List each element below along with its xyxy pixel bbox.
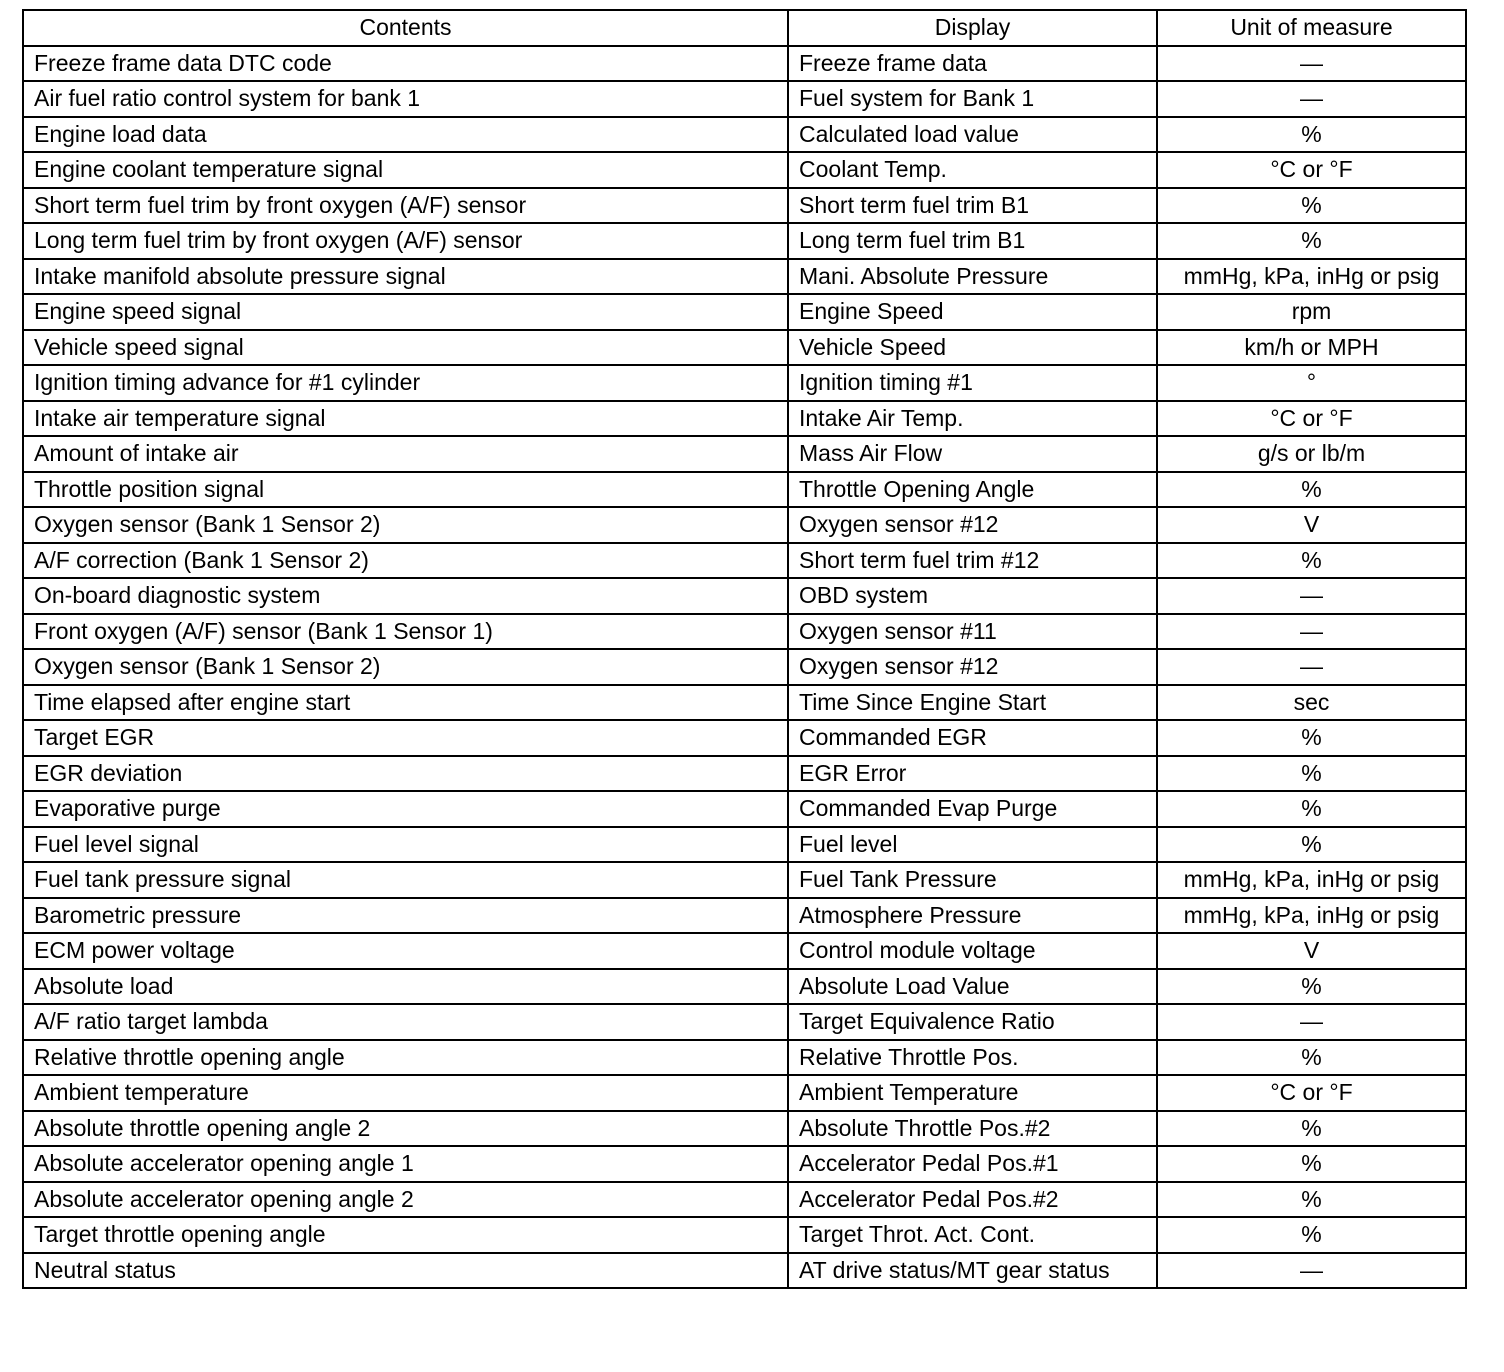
cell-unit: %: [1157, 472, 1466, 508]
cell-contents: Neutral status: [23, 1253, 788, 1289]
table-row: [23, 294, 1466, 330]
cell-contents: Air fuel ratio control system for bank 1: [23, 81, 788, 117]
cell-unit: V: [1157, 933, 1466, 969]
table-row: [23, 436, 1466, 472]
cell-unit: %: [1157, 720, 1466, 756]
cell-unit: g/s or lb/m: [1157, 436, 1466, 472]
table-row: [23, 1075, 1466, 1111]
table-row: [23, 472, 1466, 508]
cell-display: Oxygen sensor #11: [788, 614, 1157, 650]
table-row: [23, 543, 1466, 579]
cell-display: Time Since Engine Start: [788, 685, 1157, 721]
cell-display: Ambient Temperature: [788, 1075, 1157, 1111]
cell-display: Ignition timing #1: [788, 365, 1157, 401]
cell-display: Engine Speed: [788, 294, 1157, 330]
cell-contents: Engine load data: [23, 117, 788, 153]
table-row: [23, 614, 1466, 650]
cell-display: Accelerator Pedal Pos.#2: [788, 1182, 1157, 1218]
cell-display: Atmosphere Pressure: [788, 898, 1157, 934]
cell-unit: mmHg, kPa, inHg or psig: [1157, 898, 1466, 934]
table-row: [23, 685, 1466, 721]
cell-unit: sec: [1157, 685, 1466, 721]
table-row: [23, 827, 1466, 863]
cell-display: Commanded Evap Purge: [788, 791, 1157, 827]
cell-contents: Absolute throttle opening angle 2: [23, 1111, 788, 1147]
table-row: [23, 330, 1466, 366]
cell-unit: —: [1157, 1004, 1466, 1040]
cell-display: Accelerator Pedal Pos.#1: [788, 1146, 1157, 1182]
cell-contents: Absolute accelerator opening angle 2: [23, 1182, 788, 1218]
cell-contents: Relative throttle opening angle: [23, 1040, 788, 1076]
table-row: [23, 1253, 1466, 1289]
cell-display: AT drive status/MT gear status: [788, 1253, 1157, 1289]
cell-unit: —: [1157, 614, 1466, 650]
cell-contents: Short term fuel trim by front oxygen (A/F) sensor: [23, 188, 788, 224]
cell-unit: V: [1157, 507, 1466, 543]
cell-contents: ECM power voltage: [23, 933, 788, 969]
cell-contents: Vehicle speed signal: [23, 330, 788, 366]
cell-display: Oxygen sensor #12: [788, 649, 1157, 685]
cell-unit: %: [1157, 1217, 1466, 1253]
cell-display: Coolant Temp.: [788, 152, 1157, 188]
table-row: [23, 1182, 1466, 1218]
cell-contents: Engine coolant temperature signal: [23, 152, 788, 188]
cell-contents: Freeze frame data DTC code: [23, 46, 788, 82]
cell-display: EGR Error: [788, 756, 1157, 792]
cell-display: Relative Throttle Pos.: [788, 1040, 1157, 1076]
cell-display: Target Throt. Act. Cont.: [788, 1217, 1157, 1253]
cell-unit: —: [1157, 649, 1466, 685]
table-row: [23, 1146, 1466, 1182]
cell-contents: Absolute load: [23, 969, 788, 1005]
table-row: [23, 1040, 1466, 1076]
cell-contents: A/F ratio target lambda: [23, 1004, 788, 1040]
table-body: [23, 46, 1466, 1289]
cell-unit: %: [1157, 1182, 1466, 1218]
cell-contents: Ignition timing advance for #1 cylinder: [23, 365, 788, 401]
cell-contents: Amount of intake air: [23, 436, 788, 472]
cell-unit: km/h or MPH: [1157, 330, 1466, 366]
cell-display: Mass Air Flow: [788, 436, 1157, 472]
cell-contents: Target throttle opening angle: [23, 1217, 788, 1253]
cell-display: Mani. Absolute Pressure: [788, 259, 1157, 295]
table-row: [23, 401, 1466, 437]
cell-unit: —: [1157, 578, 1466, 614]
cell-contents: Fuel level signal: [23, 827, 788, 863]
cell-unit: %: [1157, 543, 1466, 579]
cell-unit: %: [1157, 223, 1466, 259]
table-row: [23, 223, 1466, 259]
cell-unit: %: [1157, 827, 1466, 863]
cell-contents: Front oxygen (A/F) sensor (Bank 1 Sensor 1): [23, 614, 788, 650]
table-row: [23, 152, 1466, 188]
cell-unit: —: [1157, 1253, 1466, 1289]
cell-unit: rpm: [1157, 294, 1466, 330]
cell-display: Short term fuel trim #12: [788, 543, 1157, 579]
cell-display: Control module voltage: [788, 933, 1157, 969]
cell-contents: Barometric pressure: [23, 898, 788, 934]
cell-display: Commanded EGR: [788, 720, 1157, 756]
cell-unit: %: [1157, 756, 1466, 792]
table-row: [23, 898, 1466, 934]
cell-unit: %: [1157, 969, 1466, 1005]
table-row: [23, 862, 1466, 898]
cell-display: Vehicle Speed: [788, 330, 1157, 366]
cell-unit: —: [1157, 46, 1466, 82]
table-row: [23, 46, 1466, 82]
cell-contents: Ambient temperature: [23, 1075, 788, 1111]
table-row: [23, 81, 1466, 117]
cell-unit: %: [1157, 117, 1466, 153]
cell-unit: mmHg, kPa, inHg or psig: [1157, 259, 1466, 295]
cell-contents: Time elapsed after engine start: [23, 685, 788, 721]
table-row: [23, 649, 1466, 685]
cell-display: Oxygen sensor #12: [788, 507, 1157, 543]
cell-contents: Target EGR: [23, 720, 788, 756]
cell-unit: %: [1157, 1146, 1466, 1182]
cell-contents: Intake air temperature signal: [23, 401, 788, 437]
cell-unit: °: [1157, 365, 1466, 401]
cell-display: Fuel Tank Pressure: [788, 862, 1157, 898]
cell-display: Throttle Opening Angle: [788, 472, 1157, 508]
cell-unit: °C or °F: [1157, 401, 1466, 437]
header-contents: Contents: [23, 10, 788, 46]
cell-unit: °C or °F: [1157, 152, 1466, 188]
table-row: [23, 188, 1466, 224]
cell-display: Target Equivalence Ratio: [788, 1004, 1157, 1040]
table-row: [23, 933, 1466, 969]
table-row: [23, 117, 1466, 153]
table-row: [23, 578, 1466, 614]
cell-contents: A/F correction (Bank 1 Sensor 2): [23, 543, 788, 579]
cell-display: Long term fuel trim B1: [788, 223, 1157, 259]
cell-display: Absolute Throttle Pos.#2: [788, 1111, 1157, 1147]
cell-contents: Fuel tank pressure signal: [23, 862, 788, 898]
cell-contents: Oxygen sensor (Bank 1 Sensor 2): [23, 649, 788, 685]
table-row: [23, 756, 1466, 792]
cell-unit: %: [1157, 1111, 1466, 1147]
table-row: [23, 507, 1466, 543]
header-unit: Unit of measure: [1157, 10, 1466, 46]
table-row: [23, 791, 1466, 827]
cell-contents: Oxygen sensor (Bank 1 Sensor 2): [23, 507, 788, 543]
cell-contents: EGR deviation: [23, 756, 788, 792]
table-row: [23, 365, 1466, 401]
cell-display: Short term fuel trim B1: [788, 188, 1157, 224]
cell-contents: Intake manifold absolute pressure signal: [23, 259, 788, 295]
cell-unit: %: [1157, 791, 1466, 827]
cell-contents: Evaporative purge: [23, 791, 788, 827]
cell-unit: %: [1157, 188, 1466, 224]
cell-unit: %: [1157, 1040, 1466, 1076]
cell-display: Fuel level: [788, 827, 1157, 863]
header-display: Display: [788, 10, 1157, 46]
table-row: [23, 1111, 1466, 1147]
data-table: [22, 9, 1467, 1289]
cell-unit: °C or °F: [1157, 1075, 1466, 1111]
cell-unit: —: [1157, 81, 1466, 117]
cell-contents: Engine speed signal: [23, 294, 788, 330]
table-row: [23, 1217, 1466, 1253]
cell-display: Intake Air Temp.: [788, 401, 1157, 437]
cell-display: Freeze frame data: [788, 46, 1157, 82]
table-row: [23, 969, 1466, 1005]
table-row: [23, 259, 1466, 295]
cell-contents: On-board diagnostic system: [23, 578, 788, 614]
cell-contents: Absolute accelerator opening angle 1: [23, 1146, 788, 1182]
table-header-row: [23, 10, 1466, 46]
cell-contents: Throttle position signal: [23, 472, 788, 508]
cell-display: OBD system: [788, 578, 1157, 614]
table-row: [23, 720, 1466, 756]
cell-contents: Long term fuel trim by front oxygen (A/F) sensor: [23, 223, 788, 259]
cell-display: Calculated load value: [788, 117, 1157, 153]
cell-unit: mmHg, kPa, inHg or psig: [1157, 862, 1466, 898]
table-row: [23, 1004, 1466, 1040]
cell-display: Fuel system for Bank 1: [788, 81, 1157, 117]
cell-display: Absolute Load Value: [788, 969, 1157, 1005]
